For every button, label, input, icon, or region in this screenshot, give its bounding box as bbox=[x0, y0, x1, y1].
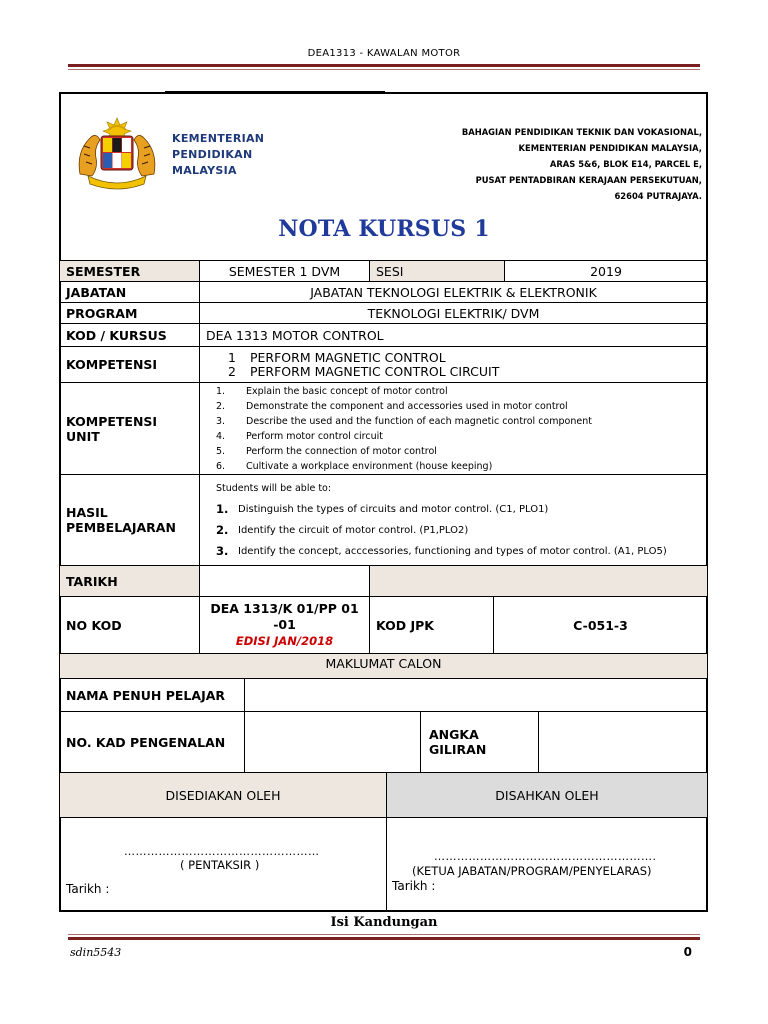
label-line: UNIT bbox=[66, 428, 100, 444]
item-number: 2 bbox=[228, 363, 236, 379]
item-text: Identify the concept, acccessories, functioning and types of motor control. (A1, PLO5) bbox=[238, 545, 667, 557]
program-value: TEKNOLOGI ELEKTRIK/ DVM bbox=[199, 302, 708, 324]
item-text: Cultivate a workplace environment (house keeping) bbox=[246, 460, 493, 472]
kompetensi-label: KOMPETENSI bbox=[59, 346, 200, 383]
item-text: PERFORM MAGNETIC CONTROL CIRCUIT bbox=[250, 363, 500, 379]
list-item bbox=[206, 459, 492, 474]
kod-jpk-value: C-051-3 bbox=[493, 596, 708, 654]
signature-line-right: …………………………………………………. bbox=[434, 850, 657, 863]
list-item bbox=[206, 444, 437, 459]
disediakan-header: DISEDIAKAN OLEH bbox=[59, 772, 387, 818]
list-item bbox=[206, 414, 592, 429]
tarikh-label: TARIKH bbox=[59, 565, 200, 597]
edisi-label: EDISI JAN/2018 bbox=[235, 634, 334, 648]
item-number: 1. bbox=[216, 385, 226, 397]
kompetensi-unit-list bbox=[199, 382, 708, 475]
label-line: GILIRAN bbox=[429, 742, 487, 757]
item-number: 6. bbox=[216, 460, 226, 472]
hasil-intro: Students will be able to: bbox=[216, 482, 332, 494]
list-item bbox=[216, 499, 548, 520]
semester-label: SEMESTER bbox=[59, 260, 200, 282]
ministry-line: KEMENTERIAN bbox=[172, 132, 265, 145]
document-header-code: DEA1313 - KAWALAN MOTOR bbox=[307, 48, 461, 59]
label-line: ANGKA bbox=[429, 727, 479, 742]
tarikh-extra bbox=[369, 565, 708, 597]
page-number: 0 bbox=[683, 945, 692, 959]
item-text: Perform motor control circuit bbox=[246, 430, 383, 442]
angka-giliran-label bbox=[420, 711, 539, 773]
footer-rule bbox=[68, 937, 700, 940]
sesi-value: 2019 bbox=[504, 260, 708, 282]
coat-of-arms-logo bbox=[74, 116, 160, 192]
ministry-line: PENDIDIKAN bbox=[172, 148, 253, 161]
no-kod-line: DEA 1313/K 01/PP 01 bbox=[210, 601, 359, 616]
no-kod-label: NO KOD bbox=[59, 596, 200, 654]
list-item bbox=[228, 351, 446, 365]
list-item bbox=[206, 384, 448, 399]
item-number: 2. bbox=[216, 522, 229, 537]
item-number: 3. bbox=[216, 543, 229, 558]
item-text: PERFORM MAGNETIC CONTROL bbox=[250, 349, 446, 365]
nama-pelajar-field[interactable] bbox=[244, 678, 708, 712]
item-number: 5. bbox=[216, 445, 226, 457]
label-line: KOMPETENSI bbox=[66, 413, 158, 429]
ic-field[interactable] bbox=[244, 711, 421, 773]
address-line: BAHAGIAN PENDIDIKAN TEKNIK DAN VOKASIONAL, bbox=[461, 127, 702, 137]
item-number: 1. bbox=[216, 501, 229, 516]
disahkan-header: DISAHKAN OLEH bbox=[386, 772, 708, 818]
tarikh-left: Tarikh : bbox=[66, 882, 110, 896]
ministry-line: MALAYSIA bbox=[172, 164, 237, 177]
kompetensi-unit-label bbox=[59, 382, 200, 475]
header-rule bbox=[68, 64, 700, 67]
item-text: Describe the used and the function of each magnetic control component bbox=[246, 415, 592, 427]
jabatan-label: JABATAN bbox=[59, 281, 200, 303]
address-line: 62604 PUTRAJAYA. bbox=[614, 191, 702, 201]
list-item bbox=[216, 520, 468, 541]
label-line: PEMBELAJARAN bbox=[66, 520, 176, 535]
list-item bbox=[228, 365, 499, 379]
item-number: 1 bbox=[228, 349, 236, 365]
nama-pelajar-label: NAMA PENUH PELAJAR bbox=[59, 678, 245, 712]
isi-kandungan-heading: Isi Kandungan bbox=[330, 915, 438, 930]
footer-author: sdin5543 bbox=[70, 946, 122, 959]
item-text: Explain the basic concept of motor control bbox=[246, 385, 448, 397]
item-number: 4. bbox=[216, 430, 226, 442]
hasil-pembelajaran-label bbox=[59, 474, 200, 566]
address-line: PUSAT PENTADBIRAN KERAJAAN PERSEKUTUAN, bbox=[475, 175, 702, 185]
jabatan-value: JABATAN TEKNOLOGI ELEKTRIK & ELEKTRONIK bbox=[199, 281, 708, 303]
tarikh-value bbox=[199, 565, 370, 597]
no-kod-line: -01 bbox=[273, 617, 296, 632]
item-text: Demonstrate the component and accessories used in motor control bbox=[246, 400, 568, 412]
semester-value: SEMESTER 1 DVM bbox=[199, 260, 370, 282]
list-item bbox=[216, 541, 667, 562]
address-line: KEMENTERIAN PENDIDIKAN MALAYSIA, bbox=[518, 143, 702, 153]
item-text: Identify the circuit of motor control. (P1,PLO2) bbox=[238, 524, 469, 536]
footer-rule-thin bbox=[68, 934, 700, 935]
maklumat-calon-header: MAKLUMAT CALON bbox=[59, 653, 708, 679]
address-line: ARAS 5&6, BLOK E14, PARCEL E, bbox=[549, 159, 702, 169]
sesi-label: SESI bbox=[369, 260, 505, 282]
kod-jpk-label: KOD JPK bbox=[369, 596, 494, 654]
ic-label: NO. KAD PENGENALAN bbox=[59, 711, 245, 773]
hasil-pembelajaran-list bbox=[199, 474, 708, 566]
angka-giliran-field[interactable] bbox=[538, 711, 708, 773]
no-kod-value bbox=[199, 596, 370, 654]
ministry-address bbox=[462, 124, 702, 204]
frame-top-line bbox=[165, 91, 385, 92]
ketua-jabatan-label: (KETUA JABATAN/PROGRAM/PENYELARAS) bbox=[412, 864, 652, 878]
signature-line-left: …………………………………………… bbox=[124, 845, 320, 858]
kompetensi-list bbox=[199, 346, 708, 383]
kod-kursus-value: DEA 1313 MOTOR CONTROL bbox=[199, 323, 708, 347]
program-label: PROGRAM bbox=[59, 302, 200, 324]
header-rule-thin bbox=[68, 69, 700, 70]
list-item bbox=[206, 429, 383, 444]
label-line: HASIL bbox=[66, 505, 108, 520]
item-number: 2. bbox=[216, 400, 226, 412]
list-item bbox=[206, 399, 568, 414]
tarikh-right: Tarikh : bbox=[392, 879, 436, 893]
item-number: 3. bbox=[216, 415, 226, 427]
item-text: Distinguish the types of circuits and motor control. (C1, PLO1) bbox=[238, 503, 549, 515]
pentaksir-label: ( PENTAKSIR ) bbox=[180, 858, 260, 872]
kod-kursus-label: KOD / KURSUS bbox=[59, 323, 200, 347]
page-title: NOTA KURSUS 1 bbox=[278, 216, 490, 242]
ministry-name bbox=[172, 131, 264, 179]
item-text: Perform the connection of motor control bbox=[246, 445, 437, 457]
